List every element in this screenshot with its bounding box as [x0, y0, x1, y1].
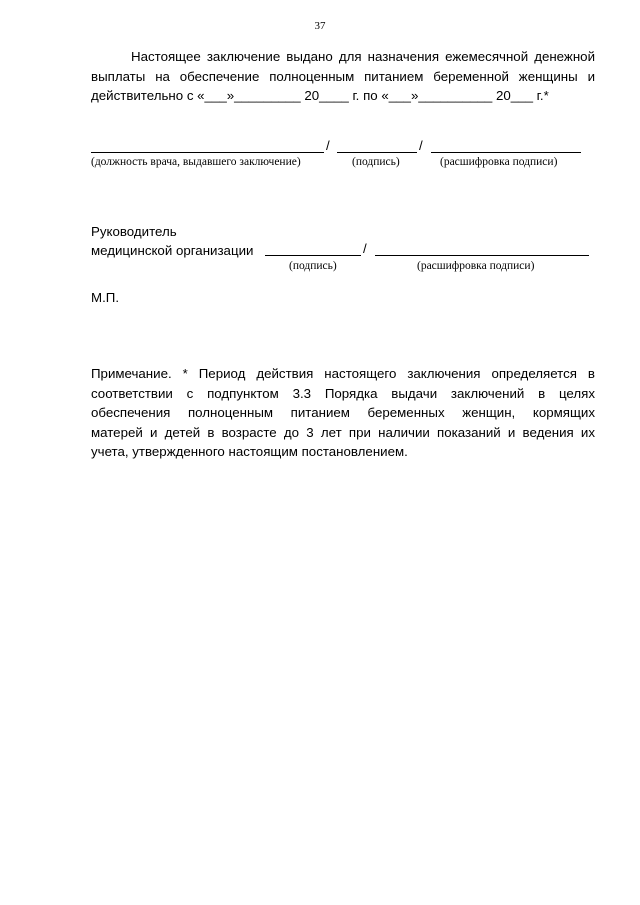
head-signature-row	[91, 241, 595, 261]
head-slash: /	[363, 241, 367, 256]
head-org-label: медицинской организации	[91, 243, 254, 258]
page-number: 37	[314, 20, 326, 32]
main-paragraph-line: действительно с «___»_________ 20____ г. по «___»__________ 20___ г.*	[91, 88, 549, 103]
stamp-label: М.П.	[91, 290, 120, 305]
head-title: Руководитель	[91, 224, 177, 239]
main-paragraph-line: выплаты на обеспечение полноценным питанием беременной женщины и	[91, 68, 595, 84]
caption-head-decryption: (расшифровка подписи)	[417, 260, 535, 272]
doctor-decryption-line[interactable]	[431, 152, 581, 153]
note-line: учета, утвержденного настоящим постановлением.	[91, 444, 408, 459]
caption-doctor-signature: (подпись)	[352, 156, 400, 168]
doctor-slash-1: /	[326, 138, 330, 153]
head-decryption-line[interactable]	[375, 255, 589, 256]
note-line: соответствии с подпунктом 3.3 Порядка выдачи заключений в целях	[91, 385, 595, 401]
note-line: Примечание. * Период действия настоящего заключения определяется в	[91, 366, 595, 381]
head-signature-line[interactable]	[265, 255, 361, 256]
caption-doctor-position: (должность врача, выдавшего заключение)	[91, 156, 301, 168]
main-paragraph	[91, 47, 595, 106]
doctor-position-line[interactable]	[91, 152, 324, 153]
main-paragraph-line: Настоящее заключение выдано для назначения ежемесячной денежной	[131, 49, 595, 64]
doctor-signature-line[interactable]	[337, 152, 417, 153]
caption-head-signature: (подпись)	[289, 260, 337, 272]
note-line: матерей и детей в возрасте до 3 лет при наличии показаний и ведения их	[91, 424, 595, 440]
note-line: обеспечения полноценным питанием беременных женщин, кормящих	[91, 405, 595, 420]
note-paragraph	[91, 364, 595, 462]
caption-doctor-decryption: (расшифровка подписи)	[440, 156, 558, 168]
doctor-slash-2: /	[419, 138, 423, 153]
